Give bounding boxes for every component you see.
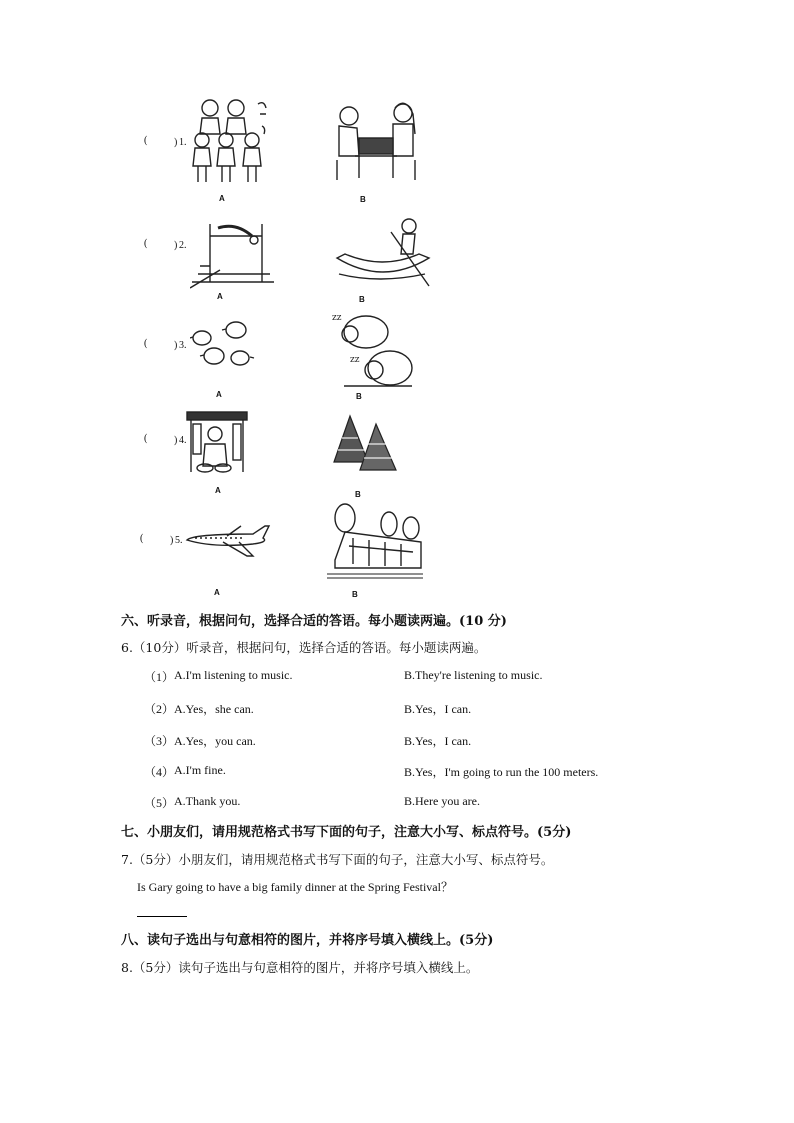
- option-a[interactable]: A.Yes，she can.: [174, 702, 254, 716]
- answer-blank-line[interactable]: [137, 916, 187, 917]
- rowing-boat-icon: [333, 214, 433, 289]
- answer-paren-open[interactable]: (: [144, 433, 148, 444]
- item-number: 3.: [179, 340, 187, 351]
- option-a-label: A: [215, 486, 221, 495]
- festival-shop-icon: [185, 410, 250, 475]
- sentence-to-copy: Is Gary going to have a big family dinner at the Spring Festival？: [137, 880, 453, 894]
- answer-paren-close: ): [174, 340, 178, 351]
- answer-paren-close: ): [174, 435, 178, 446]
- item-number: 5.: [175, 535, 183, 546]
- zongzi-icon: [330, 410, 400, 478]
- high-jump-icon: [190, 214, 275, 289]
- singing-children-icon: [190, 96, 270, 186]
- option-number: （2）: [144, 702, 175, 716]
- item-number: 1.: [179, 137, 187, 148]
- answer-paren-close: ): [174, 137, 178, 148]
- airplane-icon: [183, 520, 273, 560]
- option-number: （3）: [144, 734, 175, 748]
- option-a[interactable]: A.I'm fine.: [174, 763, 226, 777]
- answer-paren-open[interactable]: (: [144, 238, 148, 249]
- answer-paren-open[interactable]: (: [144, 338, 148, 349]
- train-icon: [325, 502, 425, 582]
- option-a[interactable]: A.Thank you.: [174, 794, 241, 808]
- sleeping-bears-icon: [330, 310, 415, 390]
- svg-text:zz: zz: [332, 313, 342, 323]
- chicks-icon: [190, 318, 260, 370]
- option-b[interactable]: B.They're listening to music.: [404, 668, 543, 682]
- question-8: 8.（5分）读句子选出与句意相符的图片，并将序号填入横线上。: [121, 960, 479, 975]
- option-b-label: B: [359, 295, 365, 304]
- option-number: （5）: [144, 796, 175, 810]
- option-b[interactable]: B.Yes，I'm going to run the 100 meters.: [404, 765, 599, 779]
- option-number: （4）: [144, 765, 175, 779]
- answer-paren-close: ): [174, 240, 178, 251]
- option-a[interactable]: A.I'm listening to music.: [174, 668, 293, 682]
- answer-paren-close: ): [170, 535, 174, 546]
- option-b-label: B: [360, 195, 366, 204]
- option-b[interactable]: B.Yes，I can.: [404, 734, 472, 748]
- answer-paren-open[interactable]: (: [140, 533, 144, 544]
- option-a-label: A: [219, 194, 225, 203]
- option-a-label: A: [214, 588, 220, 597]
- option-b-label: B: [356, 392, 362, 401]
- option-a-label: A: [217, 292, 223, 301]
- playing-chess-icon: [333, 100, 418, 182]
- option-b[interactable]: B.Yes，I can.: [404, 702, 472, 716]
- option-number: （1）: [144, 670, 175, 684]
- section-7-title: 七、小朋友们，请用规范格式书写下面的句子，注意大小写、标点符号。(5分): [121, 825, 572, 840]
- section-6-title: 六、听录音，根据问句，选择合适的答语。每小题读两遍。(10 分): [121, 614, 507, 629]
- option-b[interactable]: B.Here you are.: [404, 794, 480, 808]
- option-a-label: A: [216, 390, 222, 399]
- svg-text:zz: zz: [350, 355, 360, 365]
- item-number: 2.: [179, 240, 187, 251]
- option-b-label: B: [355, 490, 361, 499]
- item-number: 4.: [179, 435, 187, 446]
- answer-paren-open[interactable]: (: [144, 135, 148, 146]
- section-8-title: 八、读句子选出与句意相符的图片，并将序号填入横线上。(5分): [121, 933, 494, 948]
- option-b-label: B: [352, 590, 358, 599]
- question-6: 6.（10分）听录音，根据问句，选择合适的答语。每小题读两遍。: [121, 640, 487, 655]
- question-7: 7.（5分）小朋友们，请用规范格式书写下面的句子，注意大小写、标点符号。: [121, 852, 554, 867]
- option-a[interactable]: A.Yes，you can.: [174, 734, 256, 748]
